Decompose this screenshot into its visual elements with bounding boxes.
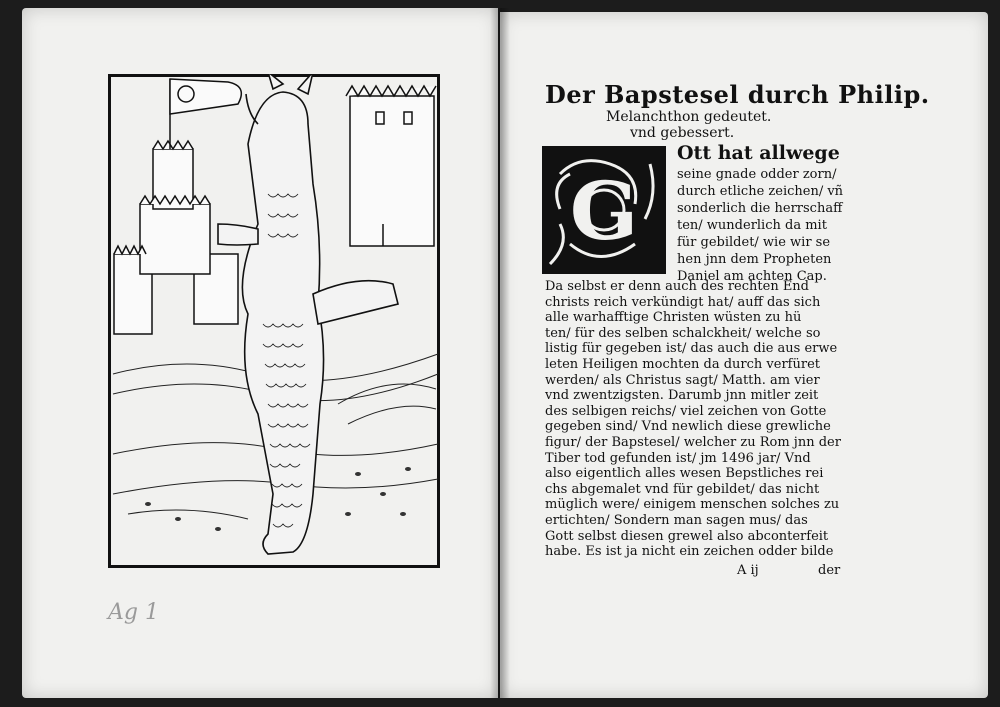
page-heading: Der Bapstesel durch Philip. <box>545 80 930 109</box>
text-line: gegeben sind/ Vnd newlich diese grewliche <box>545 419 831 435</box>
text-line: alle warhafftige Christen wüsten zu hü <box>545 310 802 326</box>
text-line: hen jnn dem Propheten <box>677 252 832 267</box>
initial-letter: G <box>569 164 639 258</box>
text-line: werden/ als Christus sagt/ Matth. am vier <box>545 372 820 388</box>
text-line: figur/ der Bapstesel/ welcher zu Rom jnn der <box>545 435 841 450</box>
catchword: der <box>818 563 841 578</box>
text-line: christs reich verkündigt hat/ auff das sich <box>545 294 821 310</box>
text-line: müglich were/ einigem menschen solches zu <box>545 497 840 513</box>
text-line: Tiber tod gefunden ist/ jm 1496 jar/ Vnd <box>545 450 811 466</box>
text-line: vnd zwentzigsten. Darumb jnn mitler zeit <box>545 388 819 404</box>
text-line: ten/ wunderlich da mit <box>677 218 827 233</box>
text-line: habe. Es ist ja nicht ein zeichen odder bilde <box>545 544 834 560</box>
text-line: Daniel am achten Cap. <box>677 269 827 284</box>
text-line: sonderlich die herrschaff <box>677 201 843 216</box>
text-line: ten/ für des selben schalckheit/ welche so <box>545 325 821 341</box>
decorated-initial-g <box>540 144 668 276</box>
pencil-shelfmark: Ag 1 <box>108 600 159 625</box>
book-gutter <box>490 8 510 698</box>
signature-mark: A ij <box>737 563 759 578</box>
text-line: chs abgemalet vnd für gebildet/ das nicht <box>545 481 820 497</box>
text-line: seine gnade odder zorn/ <box>677 167 837 182</box>
text-line: listig für gegeben ist/ das auch die aus erwe <box>545 341 838 357</box>
text-line: Da selbst er denn auch des rechten End <box>545 279 810 294</box>
text-line: des selbigen reichs/ viel zeichen von Gotte <box>545 403 827 419</box>
castle-icon <box>114 79 241 334</box>
text-line: durch etliche zeichen/ vñ <box>677 184 844 199</box>
text-line: ertichten/ Sondern man sagen mus/ das <box>545 513 808 528</box>
text-line: leten Heiligen mochten da durch verfüret <box>545 357 820 372</box>
tower-icon <box>346 86 436 246</box>
text-line: Gott selbst diesen grewel also abconterfeit <box>545 528 829 544</box>
text-line: also eigentlich alles wesen Bepstliches rei <box>545 466 824 482</box>
first-line: Ott hat allwege <box>677 142 840 164</box>
papal-ass-woodcut <box>108 74 440 568</box>
text-line: für gebildet/ wie wir se <box>677 235 831 250</box>
heading-subtitle-2: vnd gebessert. <box>630 125 735 141</box>
heading-subtitle: Melanchthon gedeutet. <box>606 109 772 125</box>
